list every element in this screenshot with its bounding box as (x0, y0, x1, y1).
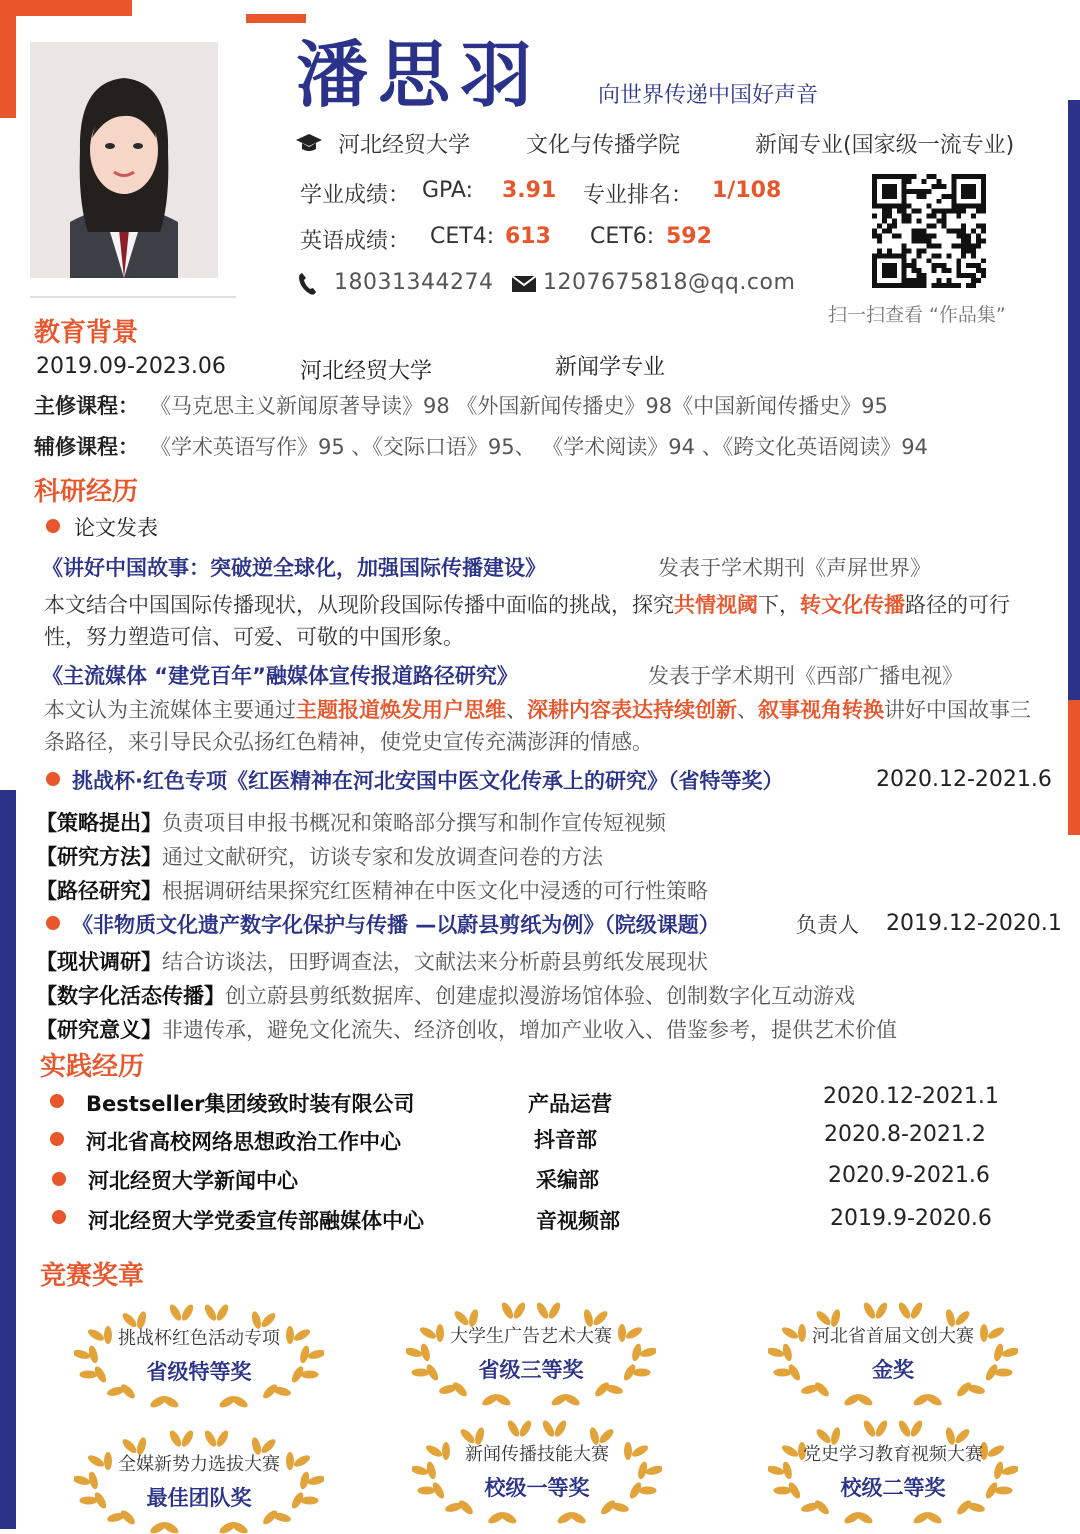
practice-period: 2020.9-2021.6 (828, 1163, 990, 1188)
email-address: 1207675818@qq.com (543, 270, 796, 295)
accent-bar-top (246, 14, 306, 23)
award-name: 大学生广告艺术大赛 (450, 1326, 612, 1347)
gpa-value: 3.91 (502, 178, 557, 203)
practice-dept: 音视频部 (536, 1209, 620, 1233)
photo-divider (30, 296, 236, 298)
slogan: 向世界传递中国好声音 (598, 83, 819, 108)
project2-item (36, 1014, 897, 1044)
practice-dept: 抖音部 (534, 1128, 597, 1152)
header-college: 文化与传播学院 (526, 133, 681, 158)
phone-number: 18031344274 (334, 270, 494, 295)
side-bar-blue-left (0, 790, 16, 1529)
practice-period: 2020.12-2021.1 (823, 1084, 999, 1109)
project1-item (36, 875, 708, 905)
project2-period: 2019.12-2020.1 (886, 911, 1062, 936)
award-level: 校级一等奖 (484, 1476, 590, 1500)
side-bar-orange-right (1068, 700, 1080, 835)
practice-dept: 采编部 (536, 1168, 599, 1192)
bullet-dot (46, 916, 60, 930)
bullet-dot (50, 1132, 64, 1146)
cet6-value: 592 (666, 224, 712, 249)
item-tag: 【研究意义】 (36, 1018, 162, 1042)
profile-photo (30, 42, 218, 278)
section-title-research: 科研经历 (34, 477, 139, 507)
item-tag: 【数字化活态传播】 (36, 984, 225, 1008)
item-text: 负责项目申报书概况和策略部分撰写和制作宣传短视频 (162, 811, 666, 835)
practice-org: 河北省高校网络思想政治工作中心 (86, 1130, 401, 1154)
item-tag: 【策略提出】 (36, 811, 162, 835)
practice-period: 2019.9-2020.6 (830, 1206, 992, 1231)
award-name: 河北省首届文创大赛 (812, 1326, 974, 1347)
practice-period: 2020.8-2021.2 (824, 1122, 986, 1147)
item-tag: 【路径研究】 (36, 879, 162, 903)
paper1-title: 《讲好中国故事：突破逆全球化，加强国际传播建设》 (42, 556, 546, 580)
award-level: 校级二等奖 (840, 1476, 946, 1500)
paper2-abstract (44, 694, 1044, 758)
paper2-text-b: 讲好中国故事三条路径，来引导民众弘扬红色精神，使党史宣传充满澎湃的情感。 (44, 698, 1031, 754)
minor-courses: 《学术英语写作》95 、《交际口语》95、 《学术阅读》94 、《跨文化英语阅读》94 (150, 435, 928, 459)
project2-item (36, 980, 855, 1010)
paper2-publication: 发表于学术期刊《西部广播电视》 (648, 664, 963, 688)
header-major: 新闻专业(国家级一流专业) (755, 133, 1015, 158)
paper1-text-c: 路径的可行性，努力塑造可信、可爱、可敬的中国形象。 (44, 593, 1010, 649)
bullet-dot (46, 519, 60, 533)
academic-label: 学业成绩： (300, 183, 411, 208)
main-courses-label: 主修课程： (34, 394, 139, 418)
project1-period: 2020.12-2021.6 (876, 767, 1052, 792)
award-badge (412, 1414, 662, 1524)
laurel-wreath-icon (406, 1296, 656, 1406)
item-text: 创立蔚县剪纸数据库、创建虚拟漫游场馆体验、创制数字化互动游戏 (225, 984, 855, 1008)
practice-org: Bestseller集团绫致时装有限公司 (86, 1092, 415, 1116)
project2-item (36, 946, 708, 976)
award-name: 党史学习教育视频大赛 (803, 1444, 983, 1465)
laurel-wreath-icon (74, 1424, 324, 1534)
paper2-highlight-2: 深耕内容表达持续创新 (527, 698, 737, 722)
gpa-label: GPA: (422, 178, 473, 203)
english-label: 英语成绩： (300, 229, 411, 254)
minor-courses-label: 辅修课程： (34, 435, 139, 459)
side-bar-blue-right (1068, 100, 1080, 700)
main-courses: 《马克思主义新闻原著导读》98 《外国新闻传播史》98《中国新闻传播史》95 (150, 394, 888, 418)
graduation-cap-icon (296, 132, 322, 158)
paper1-abstract (44, 589, 1044, 653)
item-text: 结合访谈法，田野调查法，文献法来分析蔚县剪纸发展现状 (162, 950, 708, 974)
education-major: 新闻学专业 (555, 355, 666, 380)
item-text: 通过文献研究，访谈专家和发放调查问卷的方法 (162, 845, 603, 869)
paper1-publication: 发表于学术期刊《声屏世界》 (658, 556, 931, 580)
bullet-dot (52, 1172, 66, 1186)
bullet-dot (46, 772, 60, 786)
award-badge (74, 1424, 324, 1534)
project2-role: 负责人 (796, 913, 859, 937)
education-period: 2019.09-2023.06 (36, 354, 226, 379)
cet4-value: 613 (505, 224, 551, 249)
award-level: 最佳团队奖 (146, 1486, 252, 1510)
laurel-wreath-icon (412, 1414, 662, 1524)
paper1-text-b: 下， (758, 593, 800, 617)
paper2-text-a: 本文认为主流媒体主要通过 (44, 698, 296, 722)
paper2-sep-2: 、 (737, 698, 758, 722)
practice-org: 河北经贸大学党委宣传部融媒体中心 (88, 1209, 424, 1233)
section-title-awards: 竞赛奖章 (40, 1261, 145, 1291)
paper2-title: 《主流媒体 “建党百年”融媒体宣传报道路径研究》 (42, 664, 518, 688)
award-badge (768, 1296, 1018, 1406)
section-title-practice: 实践经历 (40, 1052, 145, 1082)
paper2-sep-1: 、 (506, 698, 527, 722)
laurel-wreath-icon (768, 1296, 1018, 1406)
paper1-highlight-2: 转文化传播 (800, 593, 905, 617)
award-badge (74, 1298, 324, 1408)
award-level: 金奖 (872, 1358, 914, 1382)
project1-item (36, 807, 666, 837)
header-university: 河北经贸大学 (338, 133, 471, 158)
award-level: 省级三等奖 (478, 1358, 584, 1382)
laurel-wreath-icon (74, 1298, 324, 1408)
bullet-dot (50, 1094, 64, 1108)
cet4-label: CET4: (430, 224, 495, 249)
corner-bar-orange-left (0, 0, 16, 118)
award-level: 省级特等奖 (146, 1360, 252, 1384)
paper2-highlight-1: 主题报道焕发用户思维 (296, 698, 506, 722)
award-badge (406, 1296, 656, 1406)
bullet-dot (52, 1210, 66, 1224)
education-school: 河北经贸大学 (300, 359, 433, 384)
paper1-highlight-1: 共情视阈 (674, 593, 758, 617)
practice-org: 河北经贸大学新闻中心 (88, 1169, 298, 1193)
rank-value: 1/108 (712, 178, 782, 203)
qr-caption: 扫一扫查看 “作品集” (828, 304, 1006, 326)
practice-dept: 产品运营 (528, 1092, 612, 1116)
award-name: 全媒新势力选拔大赛 (118, 1454, 280, 1475)
person-name: 潘思羽 (296, 32, 543, 117)
item-tag: 【现状调研】 (36, 950, 162, 974)
item-text: 根据调研结果探究红医精神在中医文化中浸透的可行性策略 (162, 879, 708, 903)
cet6-label: CET6: (590, 224, 655, 249)
paper2-highlight-3: 叙事视角转换 (758, 698, 884, 722)
papers-label: 论文发表 (74, 516, 158, 540)
project1-title: 挑战杯·红色专项《红医精神在河北安国中医文化传承上的研究》（省特等奖） (72, 769, 784, 793)
qr-code-icon[interactable] (872, 174, 986, 288)
laurel-wreath-icon (768, 1414, 1018, 1524)
award-name: 挑战杯红色活动专项 (118, 1328, 280, 1349)
award-name: 新闻传播技能大赛 (465, 1444, 609, 1465)
project2-title: 《非物质文化遗产数字化保护与传播 —以蔚县剪纸为例》（院级课题） (72, 913, 720, 937)
project1-item (36, 841, 603, 871)
paper1-text-a: 本文结合中国国际传播现状，从现阶段国际传播中面临的挑战，探究 (44, 593, 674, 617)
item-tag: 【研究方法】 (36, 845, 162, 869)
envelope-icon (512, 276, 536, 296)
corner-bar-orange-top (0, 0, 132, 16)
rank-label: 专业排名： (583, 183, 694, 208)
section-title-education: 教育背景 (34, 318, 139, 348)
item-text: 非遗传承，避免文化流失、经济创收，增加产业收入、借鉴参考，提供艺术价值 (162, 1018, 897, 1042)
portrait-illustration (30, 42, 218, 278)
award-badge (768, 1414, 1018, 1524)
phone-icon (298, 272, 318, 300)
